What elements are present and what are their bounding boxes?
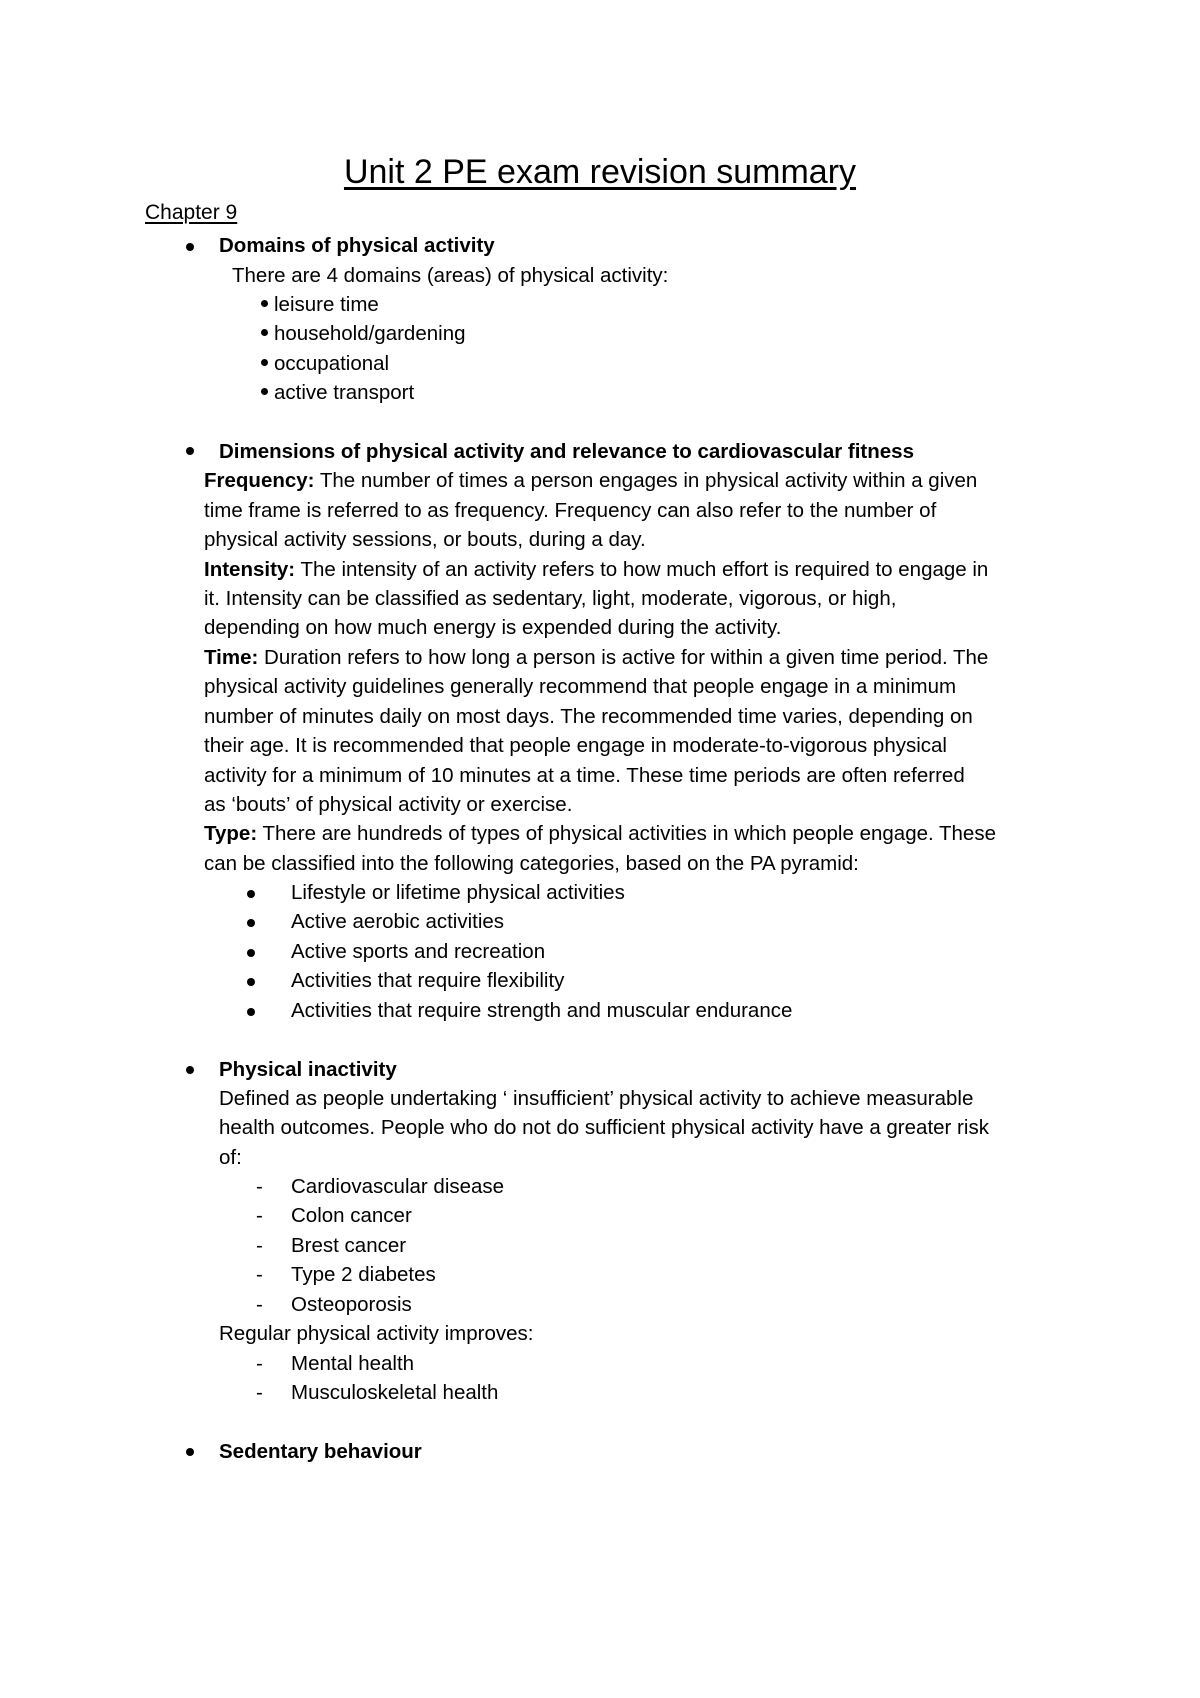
bullet-icon: [186, 1066, 194, 1074]
type-line: Type: There are hundreds of types of physical activities in which people engage. These: [204, 822, 996, 845]
dash-bullet: -: [256, 1263, 263, 1286]
section-heading-inactivity: Physical inactivity: [219, 1058, 397, 1081]
bullet-icon: [247, 949, 255, 957]
time-line: as ‘bouts’ of physical activity or exercise.: [204, 793, 573, 816]
page-title: Unit 2 PE exam revision summary: [343, 153, 857, 191]
time-line: activity for a minimum of 10 minutes at a time. These time periods are often referred: [204, 764, 965, 787]
bullet-icon: [247, 919, 255, 927]
frequency-line: time frame is referred to as frequency. Frequency can also refer to the number of: [204, 499, 937, 522]
section-heading-dimensions: Dimensions of physical activity and relevance to cardiovascular fitness: [219, 440, 914, 463]
inactivity-definition: health outcomes. People who do not do sufficient physical activity have a greater risk: [219, 1116, 989, 1139]
dash-bullet: -: [256, 1293, 263, 1316]
bullet-icon: [186, 447, 194, 455]
chapter-heading: Chapter 9: [145, 201, 238, 224]
inactivity-definition: of:: [219, 1146, 242, 1169]
list-item: Active sports and recreation: [291, 940, 546, 963]
intensity-line: Intensity: The intensity of an activity refers to how much effort is required to engage in: [204, 558, 989, 581]
section-heading-sedentary: Sedentary behaviour: [219, 1440, 422, 1463]
list-item: Type 2 diabetes: [291, 1263, 436, 1286]
list-item: Lifestyle or lifetime physical activities: [291, 881, 625, 904]
frequency-line: physical activity sessions, or bouts, during a day.: [204, 528, 646, 551]
bullet-icon: [247, 890, 255, 898]
dash-bullet: -: [256, 1352, 263, 1375]
dash-bullet: -: [256, 1381, 263, 1404]
type-line: can be classified into the following categories, based on the PA pyramid:: [204, 852, 859, 875]
list-item: Brest cancer: [291, 1234, 407, 1257]
bullet-icon: [261, 359, 268, 366]
intensity-line: it. Intensity can be classified as sedentary, light, moderate, vigorous, or high,: [204, 587, 897, 610]
list-item: active transport: [261, 379, 414, 407]
list-item: Musculoskeletal health: [291, 1381, 499, 1404]
time-line: their age. It is recommended that people engage in moderate-to-vigorous physical: [204, 734, 947, 757]
time-line: Time: Duration refers to how long a person is active for within a given time period. The: [204, 646, 989, 669]
frequency-line: Frequency: The number of times a person engages in physical activity within a given: [204, 469, 978, 492]
list-item: leisure time: [261, 291, 379, 319]
bullet-icon: [247, 1008, 255, 1016]
dash-bullet: -: [256, 1204, 263, 1227]
improves-intro: Regular physical activity improves:: [219, 1322, 534, 1345]
bullet-icon: [261, 388, 268, 395]
time-line: physical activity guidelines generally recommend that people engage in a minimum: [204, 675, 957, 698]
inactivity-definition: Defined as people undertaking ‘ insufficient’ physical activity to achieve measurable: [219, 1087, 974, 1110]
domains-intro: There are 4 domains (areas) of physical activity:: [232, 264, 669, 287]
list-item: occupational: [261, 350, 389, 378]
bullet-icon: [261, 329, 268, 336]
list-item: Activities that require flexibility: [291, 969, 565, 992]
bullet-icon: [186, 1448, 194, 1456]
list-item: Activities that require strength and muscular endurance: [291, 999, 793, 1022]
time-line: number of minutes daily on most days. The recommended time varies, depending on: [204, 705, 973, 728]
list-item: Cardiovascular disease: [291, 1175, 505, 1198]
bullet-icon: [261, 300, 268, 307]
section-heading-domains: Domains of physical activity: [219, 234, 495, 257]
list-item: Mental health: [291, 1352, 415, 1375]
intensity-line: depending on how much energy is expended during the activity.: [204, 616, 782, 639]
dash-bullet: -: [256, 1175, 263, 1198]
dash-bullet: -: [256, 1234, 263, 1257]
list-item: Active aerobic activities: [291, 910, 505, 933]
list-item: Osteoporosis: [291, 1293, 412, 1316]
bullet-icon: [247, 978, 255, 986]
list-item: Colon cancer: [291, 1204, 412, 1227]
bullet-icon: [186, 243, 194, 251]
list-item: household/gardening: [261, 320, 466, 348]
